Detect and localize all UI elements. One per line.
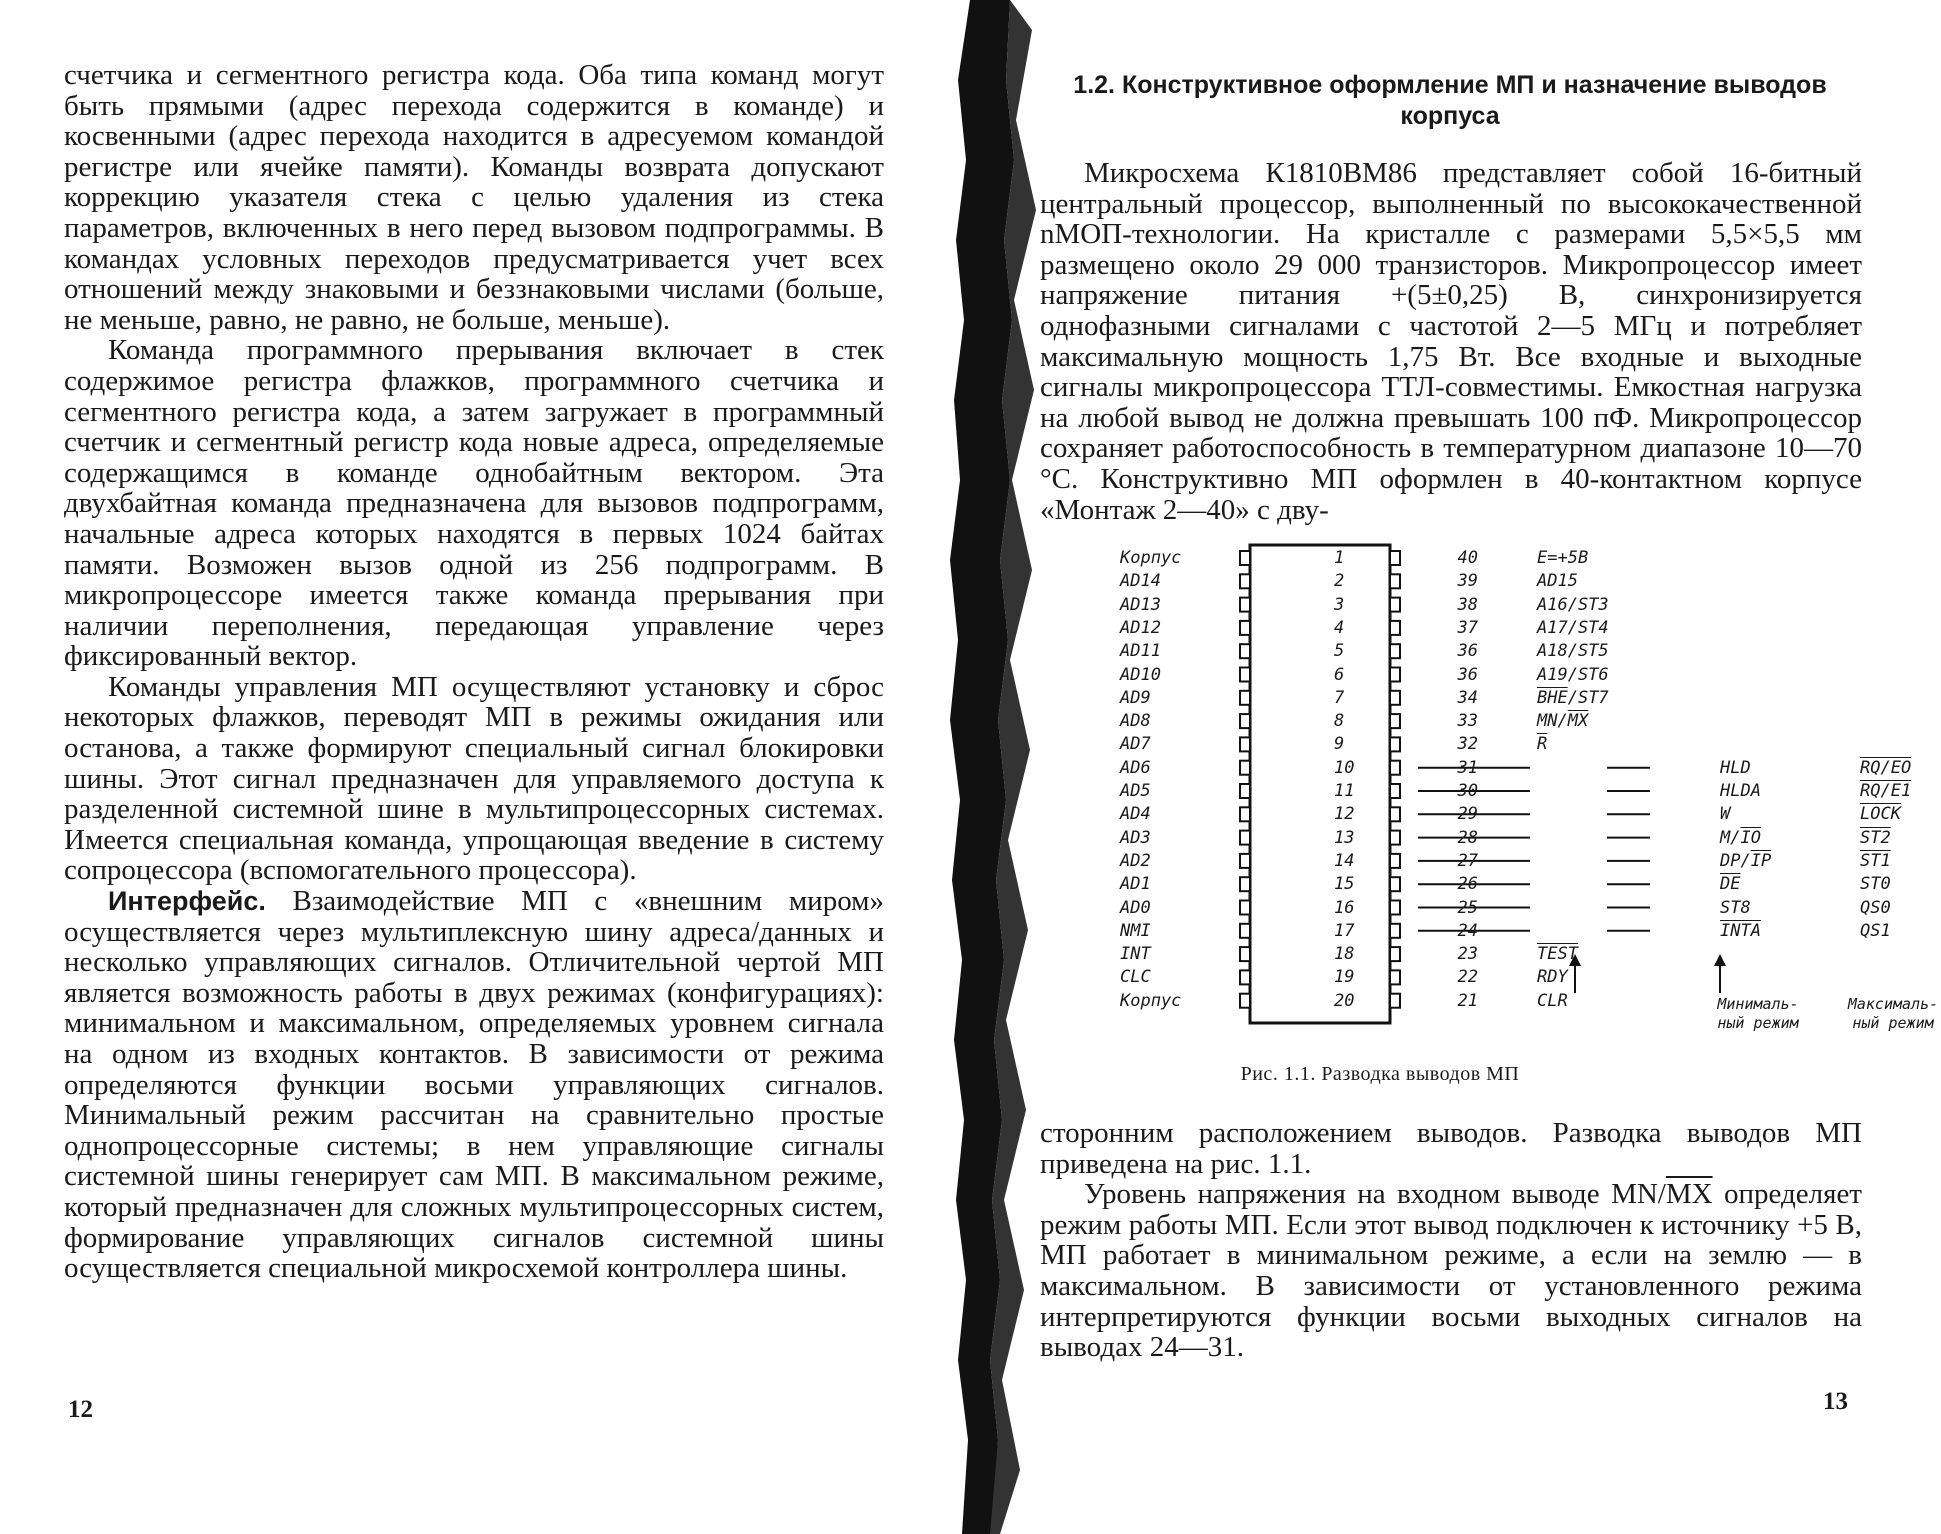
pin-left-label: AD1 (1120, 874, 1151, 895)
pin-left-number: 18 (1334, 944, 1355, 965)
pin-right-number: 23 (1457, 944, 1478, 965)
pin-stub-left (1240, 668, 1250, 682)
pin-stub-right (1390, 644, 1400, 658)
left-body-text (64, 60, 884, 1284)
pin-right-number: 36 (1457, 664, 1478, 685)
pin-left-label: AD8 (1120, 711, 1151, 732)
min-mode-signal: HLD (1720, 757, 1751, 778)
pin-left-number: 9 (1334, 734, 1345, 755)
right-paragraph-1: Микросхема К1810ВМ86 представляет собой 16-битный центральный процессор, выполненный по высококачественной nМОП-технологии. На кристалле с размерами 5,5×5,5 мм размещено около 29 000 транзисторов. Микропроцессор имеет напряжение питания +(5±0,25) В, синхронизируется однофазными сигналами с частотой 2—5 МГц и потребляет максимальную мощность 1,75 Вт. Все входные и выходные сигналы микропроцессора ТТЛ-совместимы. Емкостная нагрузка на любой вывод не должна превышать 100 пФ. Микропроцессор сохраняет работоспособность в температурном диапазоне 10—70 °С. Конструктивно МП оформлен в 40-контактном корпусе «Монтаж 2—40» с дву- (1040, 157, 1862, 526)
pin-left-label: AD9 (1120, 687, 1151, 708)
pin-left-number: 4 (1334, 617, 1345, 638)
left-paragraph-3: Команды управления МП осуществляют установку и сброс некоторых флажков, переводят МП в режимы ожидания или останова, а также формируют специальный сигнал блокировки шины. Этот сигнал предназначен для управляемого доступа к разделенной системной шине в мультипроцессорных системах. Имеется специальная команда, упрощающая введение в систему сопроцессора (вспомогательного процессора). (64, 670, 884, 887)
pin-stub-left (1240, 598, 1250, 612)
pin-stub-left (1240, 737, 1250, 751)
pin-right-number: 26 (1457, 874, 1478, 895)
pin-left-number: 3 (1334, 594, 1345, 615)
pin-left-label: Корпус (1120, 990, 1182, 1011)
pin-left-number: 1 (1334, 548, 1345, 568)
left-page (0, 0, 940, 1534)
pin-left-label: AD10 (1120, 664, 1161, 685)
pin-left-number: 11 (1334, 781, 1355, 801)
left-page-number: 12 (68, 1396, 93, 1423)
pin-right-label: A17/ST4 (1537, 617, 1609, 638)
pin-left-label: AD13 (1120, 594, 1161, 615)
pin-right-number: 37 (1457, 617, 1478, 638)
mx-overline: $\overline{MX}$ (1665, 1178, 1713, 1211)
pin-right-number: 29 (1457, 804, 1478, 825)
pin-stub-left (1240, 877, 1250, 891)
pin-right-number: 25 (1457, 897, 1478, 918)
pin-right-label: E=+5B (1537, 548, 1589, 568)
figure-caption: Рис. 1.1. Разводка выводов МП (1240, 1063, 1520, 1085)
pin-left-label: AD0 (1120, 897, 1151, 918)
pin-right-number: 27 (1457, 850, 1478, 871)
pin-left-label: AD4 (1120, 804, 1151, 825)
pin-left-label: AD7 (1120, 734, 1151, 755)
right-body-text-top (1040, 158, 1862, 525)
pinout-figure (1100, 540, 1939, 1060)
pin-right-number: 33 (1457, 711, 1478, 732)
pin-right-label: TEST (1537, 944, 1578, 965)
pin-stub-left (1240, 970, 1250, 984)
pin-stub-left (1240, 924, 1250, 938)
max-mode-signal: ST2 (1860, 827, 1891, 848)
pin-right-label: A19/ST6 (1537, 664, 1609, 685)
pin-stub-left (1240, 831, 1250, 845)
pin-stub-right (1390, 691, 1400, 705)
max-mode-signal: RQ/EO (1860, 757, 1912, 778)
pin-left-number: 16 (1334, 897, 1355, 918)
right-paragraph-2: сторонним расположением выводов. Разводка выводов МП приведена на рис. 1.1. (1040, 1117, 1862, 1180)
pin-stub-left (1240, 714, 1250, 728)
pin-left-label: Корпус (1120, 548, 1182, 568)
left-paragraph-2: Команда программного прерывания включает в стек содержимое регистра флажков, программного счетчика и сегментного регистра кода, а затем загружает в программный счетчик и сегментный регистр кода новые адреса, определяемые содержащимся в команде однобайтным вектором. Эта двухбайтная команда предназначена для вызовов подпрограмм, начальные адреса которых находятся в первых 1024 байтах памяти. Возможен вызов одной из 256 подпрограмм. В микропроцессоре имеется также команда прерывания при наличии переполнения, передающая управление через фиксированный вектор. (64, 334, 884, 673)
left-paragraph-interface (64, 886, 884, 1284)
section-heading: 1.2. Конструктивное оформление МП и назначение выводов корпуса (1073, 71, 1827, 130)
pin-left-label: AD12 (1120, 617, 1161, 638)
pin-stub-left (1240, 761, 1250, 775)
pin-stub-left (1240, 784, 1250, 798)
pin-stub-left (1240, 551, 1250, 565)
pin-right-number: 24 (1457, 920, 1478, 941)
pin-stub-left (1240, 854, 1250, 868)
min-mode-signal: $\overline{DE}$ (1720, 874, 1741, 895)
right-paragraph-3: Уровень напряжения на входном выводе $MN/\overline{MX}$ определяет режим работы МП. Если этот вывод подключен к источнику +5 В, МП работает в минимальном режиме, а если на землю — в максимальном. В зависимости от установленного режима интерпретируются функции восьми выходных сигналов на выводах 24—31. (1040, 1178, 1862, 1364)
pin-stub-right (1390, 598, 1400, 612)
min-mode-signal: W (1720, 804, 1731, 825)
min-mode-signal: ST8 (1720, 897, 1751, 918)
pin-right-number: 22 (1457, 967, 1478, 988)
pin-left-number: 5 (1334, 641, 1345, 662)
right-page (1000, 0, 1941, 1534)
pin-left-number: 6 (1334, 664, 1345, 685)
pin-stub-right (1390, 574, 1400, 588)
pin-stub-left (1240, 947, 1250, 961)
pin-right-number: 34 (1457, 687, 1478, 708)
pin-left-label: AD5 (1120, 781, 1151, 801)
pin-left-number: 7 (1334, 687, 1345, 708)
pin-left-number: 10 (1334, 757, 1355, 778)
pin-stub-left (1240, 807, 1250, 821)
right-body-text-bottom (1040, 1118, 1862, 1363)
pin-stub-right (1390, 901, 1400, 915)
pin-right-label: CLR (1537, 990, 1568, 1011)
pin-left-label: AD6 (1120, 757, 1151, 778)
pin-right-label: $\overline{R}$ (1537, 734, 1548, 755)
max-mode-signal: QS1 (1860, 920, 1891, 941)
pin-right-number: 32 (1457, 734, 1478, 755)
interface-heading: Интерфейс. (108, 886, 266, 917)
pin-stub-left (1240, 574, 1250, 588)
pin-stub-left (1240, 691, 1250, 705)
pin-right-number: 30 (1457, 781, 1478, 801)
pin-right-label: $\overline{BHE}/ST7$ (1537, 687, 1609, 708)
pin-left-number: 2 (1334, 571, 1345, 592)
pin-left-label: AD11 (1120, 641, 1161, 662)
pin-stub-right (1390, 714, 1400, 728)
pin-right-number: 21 (1457, 990, 1478, 1011)
pin-right-label: AD15 (1537, 571, 1578, 592)
pin-right-number: 40 (1457, 548, 1478, 568)
pin-right-label: A18/ST5 (1537, 641, 1609, 662)
pin-stub-right (1390, 621, 1400, 635)
max-mode-signal: ST1 (1860, 850, 1891, 871)
pin-stub-right (1390, 668, 1400, 682)
right-page-number: 13 (1823, 1388, 1848, 1415)
min-mode-signal: $DP/\overline{IP}$ (1720, 850, 1772, 871)
pin-left-number: 13 (1334, 827, 1355, 848)
pin-right-label: $MN/\overline{MX}$ (1537, 711, 1589, 732)
pin-left-label: AD3 (1120, 827, 1151, 848)
pin-right-number: 38 (1457, 594, 1478, 615)
interface-text: Взаимодействие МП с «внешним миром» осуществляется через мультиплексную шину адреса/данных и несколько управляющих сигналов. Отличительной чертой МП является возможность работы в двух режимах (конфигурациях): минимальном и максимальном, определяемых уровнем сигнала на одном из входных контактов. В зависимости от режима определяются функции восьми управляющих сигналов. Минимальный режим рассчитан на сравнительно простые однопроцессорные системы; в нем управляющие сигналы системной шины генерирует сам МП. В максимальном режиме, который предназначен для сложных мультипроцессорных систем, формирование управляющих сигналов системной шины осуществляется специальной микросхемой контроллера шины. (64, 885, 885, 1285)
pin-stub-left (1240, 644, 1250, 658)
pin-stub-right (1390, 970, 1400, 984)
pin-left-number: 12 (1334, 804, 1355, 825)
pin-stub-right (1390, 761, 1400, 775)
pin-left-label: CLC (1120, 967, 1151, 988)
pin-stub-right (1390, 784, 1400, 798)
pin-stub-right (1390, 551, 1400, 565)
pin-stubs (1240, 551, 1400, 1008)
min-mode-signal: $M/\overline{IO}$ (1720, 827, 1761, 848)
pin-stub-right (1390, 737, 1400, 751)
min-mode-signal: HLDA (1720, 781, 1761, 801)
pin-right-label: RDY (1537, 967, 1568, 988)
pin-right-number: 39 (1457, 571, 1478, 592)
pin-stub-right (1390, 854, 1400, 868)
pin-stub-right (1390, 807, 1400, 821)
pin-right-number: 36 (1457, 641, 1478, 662)
pin-stub-right (1390, 994, 1400, 1008)
pin-stub-right (1390, 924, 1400, 938)
pin-right-label: A16/ST3 (1537, 594, 1609, 615)
max-mode-arrow-head (1714, 954, 1726, 966)
pin-left-number: 19 (1334, 967, 1355, 988)
legend-maximal-mode: Максималь- ный режим (1847, 995, 1939, 1032)
max-mode-signal: RQ/E1 (1860, 781, 1912, 801)
pin-stub-right (1390, 877, 1400, 891)
chip-outline (1250, 545, 1390, 1023)
pin-left-label: AD14 (1120, 571, 1161, 592)
max-mode-signal: QS0 (1860, 897, 1891, 918)
pin-left-number: 20 (1334, 990, 1355, 1011)
pin-right-number: 28 (1457, 827, 1478, 848)
legend-minimal-mode: Минималь- ный режим (1717, 995, 1799, 1032)
pin-stub-right (1390, 947, 1400, 961)
pin-left-number: 8 (1334, 711, 1345, 732)
pin-left-number: 17 (1334, 920, 1355, 941)
left-paragraph-1: счетчика и сегментного регистра кода. Оба типа команд могут быть прямыми (адрес перехода содержится в команде) и косвенными (адрес перехода находится в адресуемом командой регистре или ячейке памяти). Команды возврата допускают коррекцию указателя стека с целью удаления из стека параметров, включенных в него перед вызовом подпрограммы. В командах условных переходов предусматривается учет всех отношений между знаковыми и беззнаковыми числами (больше, не меньше, равно, не равно, не больше, меньше). (64, 59, 884, 336)
pin-stub-left (1240, 901, 1250, 915)
pin-left-label: INT (1120, 944, 1151, 965)
pin-left-label: AD2 (1120, 850, 1151, 871)
pin-left-number: 14 (1334, 850, 1355, 871)
max-mode-signal: ST0 (1860, 874, 1891, 895)
pin-stub-right (1390, 831, 1400, 845)
min-mode-signal: INTA (1720, 920, 1761, 941)
pin-stub-left (1240, 621, 1250, 635)
pin-right-number: 31 (1457, 757, 1478, 778)
max-mode-signal: LOCK (1860, 804, 1901, 825)
pin-stub-left (1240, 994, 1250, 1008)
pin-left-label: NMI (1120, 920, 1151, 941)
pin-left-number: 15 (1334, 874, 1355, 895)
